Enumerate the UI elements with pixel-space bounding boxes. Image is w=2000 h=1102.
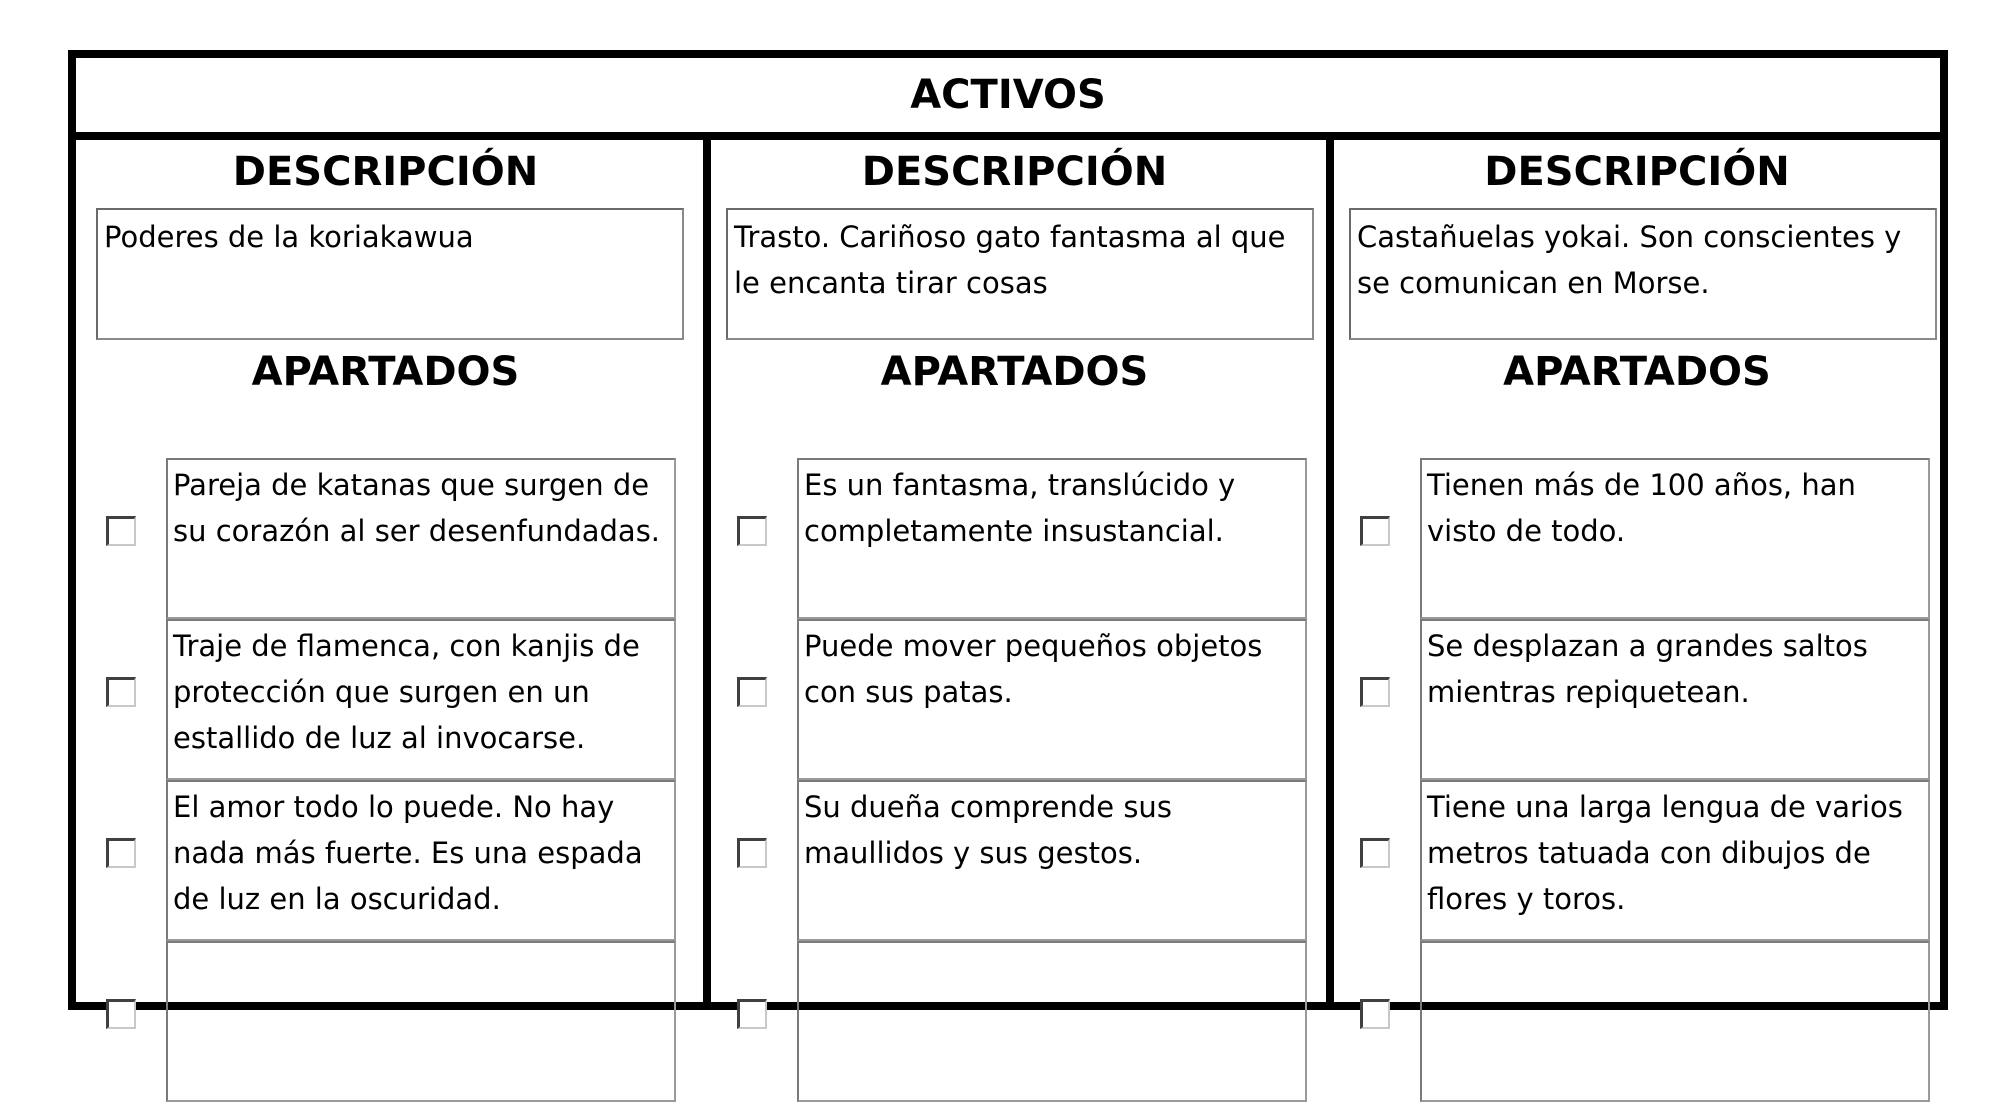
- item-text-field[interactable]: [166, 941, 676, 1102]
- items-heading: APARTADOS: [251, 349, 520, 395]
- list-item: [106, 941, 676, 1102]
- list-item: [106, 619, 676, 780]
- list-item: [737, 619, 1307, 780]
- item-text-field[interactable]: [797, 941, 1307, 1102]
- description-field[interactable]: Poderes de la koriakawua: [96, 208, 684, 340]
- item-checkbox[interactable]: [1360, 516, 1390, 546]
- item-text-field[interactable]: Tiene una larga lengua de varios metros tatuada con dibujos de flores y toros.: [1420, 780, 1930, 941]
- item-checkbox[interactable]: [1360, 838, 1390, 868]
- sheet-title: ACTIVOS: [76, 58, 1940, 140]
- list-item: [1360, 619, 1930, 780]
- asset-column-2: [703, 140, 1318, 1002]
- asset-column-1: [76, 140, 695, 1002]
- item-text-field[interactable]: [1420, 941, 1930, 1102]
- list-item: [737, 780, 1307, 941]
- item-text-field[interactable]: Su dueña comprende sus maullidos y sus gestos.: [797, 780, 1307, 941]
- item-checkbox[interactable]: [737, 516, 767, 546]
- item-checkbox[interactable]: [106, 516, 136, 546]
- item-checkbox[interactable]: [106, 677, 136, 707]
- item-text-field[interactable]: Traje de flamenca, con kanjis de protección que surgen en un estallido de luz al invocarse.: [166, 619, 676, 780]
- list-item: [737, 941, 1307, 1102]
- description-heading: DESCRIPCIÓN: [1484, 149, 1790, 195]
- item-text-field[interactable]: Es un fantasma, translúcido y completamente insustancial.: [797, 458, 1307, 619]
- item-text-field[interactable]: Pareja de katanas que surgen de su corazón al ser desenfundadas.: [166, 458, 676, 619]
- item-checkbox[interactable]: [737, 677, 767, 707]
- description-field[interactable]: Trasto. Cariñoso gato fantasma al que le encanta tirar cosas: [726, 208, 1314, 340]
- item-checkbox[interactable]: [1360, 677, 1390, 707]
- item-checkbox[interactable]: [106, 999, 136, 1029]
- items-heading: APARTADOS: [1503, 349, 1771, 395]
- items-heading: APARTADOS: [880, 349, 1149, 395]
- item-text-field[interactable]: Se desplazan a grandes saltos mientras repiquetean.: [1420, 619, 1930, 780]
- item-checkbox[interactable]: [106, 838, 136, 868]
- item-text-field[interactable]: Puede mover pequeños objetos con sus patas.: [797, 619, 1307, 780]
- list-item: [1360, 458, 1930, 619]
- item-checkbox[interactable]: [1360, 999, 1390, 1029]
- list-item: [106, 780, 676, 941]
- item-text-field[interactable]: Tienen más de 100 años, han visto de todo.: [1420, 458, 1930, 619]
- item-checkbox[interactable]: [737, 999, 767, 1029]
- list-item: [106, 458, 676, 619]
- item-checkbox[interactable]: [737, 838, 767, 868]
- description-heading: DESCRIPCIÓN: [232, 149, 539, 195]
- item-text-field[interactable]: El amor todo lo puede. No hay nada más fuerte. Es una espada de luz en la oscuridad.: [166, 780, 676, 941]
- description-field[interactable]: Castañuelas yokai. Son conscientes y se comunican en Morse.: [1349, 208, 1937, 340]
- description-heading: DESCRIPCIÓN: [861, 149, 1168, 195]
- asset-column-3: [1326, 140, 1940, 1002]
- activos-sheet: [68, 50, 1948, 1010]
- list-item: [1360, 780, 1930, 941]
- list-item: [1360, 941, 1930, 1102]
- list-item: [737, 458, 1307, 619]
